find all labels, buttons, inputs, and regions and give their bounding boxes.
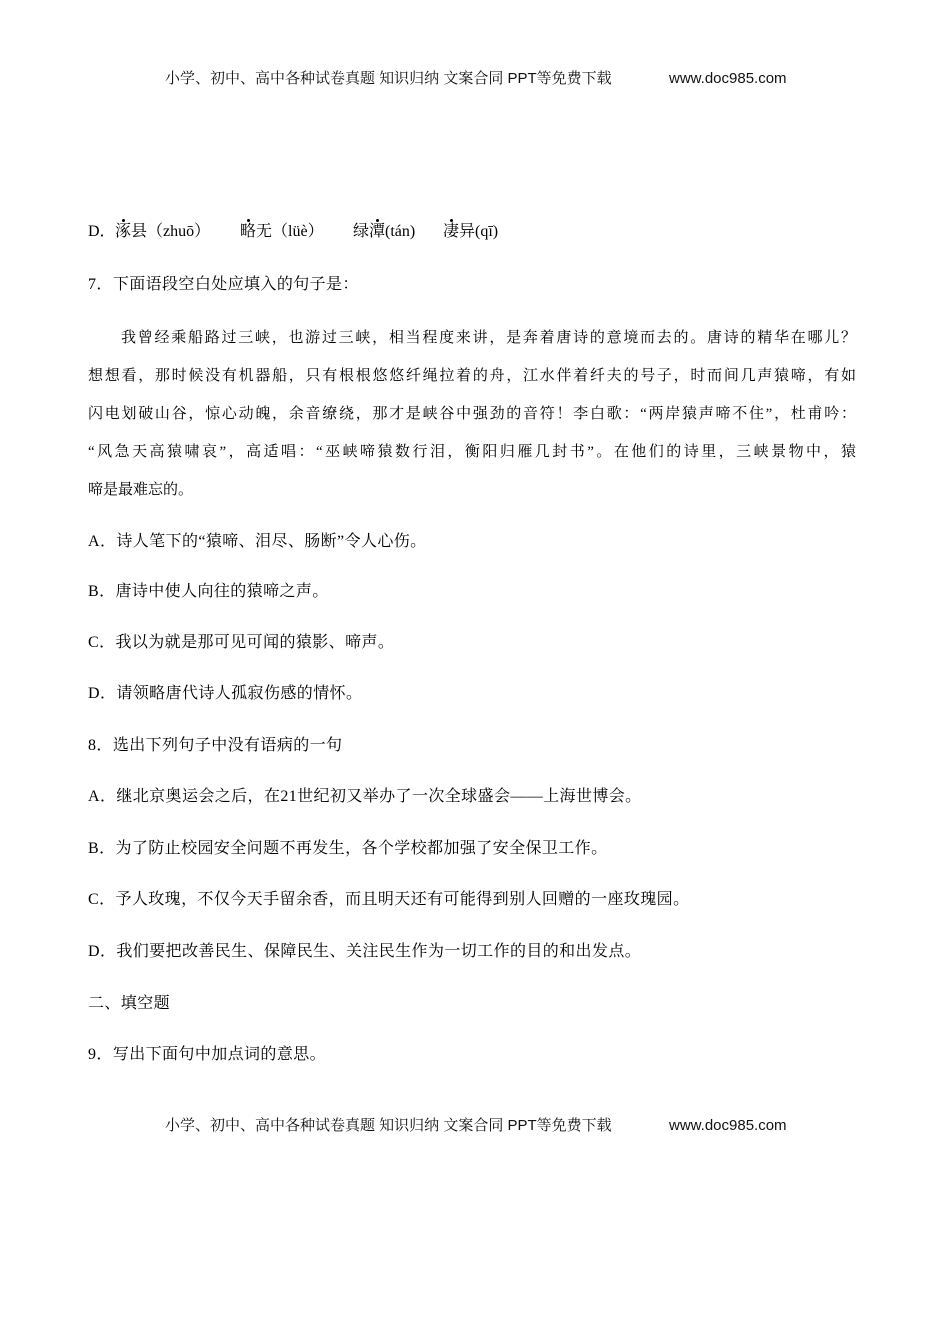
question-7	[88, 274, 359, 296]
q8-option-a	[88, 786, 642, 808]
footer-text: 小学、初中、高中各种试卷真题 知识归纳 文案合同 PPT等免费下载	[165, 1117, 612, 1134]
option-label: D．	[88, 685, 117, 702]
question-prompt: 下面语段空白处应填入的句子是：	[112, 276, 359, 293]
q8-option-d	[88, 941, 641, 963]
option-label: C．	[88, 634, 116, 651]
question-number: 9．	[88, 1046, 113, 1063]
option-label: B．	[88, 583, 116, 600]
question-number: 8．	[88, 737, 113, 754]
option-text: 诗人笔下的“猿啼、泪尽、肠断”令人心伤。	[116, 533, 427, 550]
q6-option-d	[0, 221, 600, 243]
q8-option-b	[88, 838, 608, 860]
char-after: 县	[131, 223, 148, 240]
passage-line-1: 我曾经乘船路过三峡，也游过三峡，相当程度来讲，是奔着唐诗的意境而去的。唐诗的精华在哪儿？	[121, 330, 856, 346]
pinyin: （lüè）	[272, 223, 324, 240]
emphasis-dot-char: 潭	[369, 223, 386, 240]
option-text: 我以为就是那可见可闻的猿影、啼声。	[115, 634, 395, 651]
option-label: C．	[88, 891, 116, 908]
question-prompt: 写出下面句中加点词的意思。	[112, 1046, 327, 1063]
q7-option-b	[88, 581, 329, 603]
option-text: 请领略唐代诗人孤寂伤感的情怀。	[116, 685, 363, 702]
q7-option-a	[88, 531, 427, 553]
option-label: D．	[88, 223, 116, 240]
question-8	[88, 735, 342, 757]
option-label: B．	[88, 840, 116, 857]
char-before: 绿	[353, 223, 370, 240]
option-text: 唐诗中使人向往的猿啼之声。	[115, 583, 329, 600]
emphasis-dot-char: 略	[240, 223, 257, 240]
pinyin: (tán)	[385, 223, 416, 240]
pinyin-item-1	[115, 221, 210, 243]
passage-line-4: “风急天高猿啸哀”，高适唱：“巫峡啼猿数行泪，衡阳归雁几封书”。在他们的诗里，三峡景物中，猿	[88, 444, 856, 460]
option-label: A．	[88, 533, 117, 550]
passage-line-3: 闪电划破山谷，惊心动魄，余音缭绕，那才是峡谷中强劲的音符！李白歌：“两岸猿声啼不住”，杜甫吟：	[88, 406, 856, 422]
option-text: 为了防止校园安全问题不再发生，各个学校都加强了安全保卫工作。	[115, 840, 608, 857]
char-after: 无	[256, 223, 273, 240]
option-text: 我们要把改善民生、保障民生、关注民生作为一切工作的目的和出发点。	[116, 943, 642, 960]
footer-url: www.doc985.com	[669, 1117, 787, 1134]
emphasis-dot-char: 凄	[443, 223, 460, 240]
passage-line-2: 想想看，那时候没有机器船，只有根根悠悠纤绳拉着的舟，江水伴着纤夫的号子，时而间几声猿啼，有如	[88, 368, 856, 384]
char-after: 异	[459, 223, 476, 240]
header-url: www.doc985.com	[669, 70, 787, 87]
emphasis-dot-char: 涿	[115, 223, 132, 240]
q7-option-d	[88, 683, 362, 705]
question-prompt: 选出下列句子中没有语病的一句	[112, 737, 343, 754]
pinyin-item-4	[443, 221, 498, 243]
header-text: 小学、初中、高中各种试卷真题 知识归纳 文案合同 PPT等免费下载	[165, 70, 612, 87]
section-title: 二、填空题	[88, 995, 171, 1012]
pinyin-item-3	[353, 221, 415, 243]
question-9	[88, 1044, 326, 1066]
pinyin-item-2	[240, 221, 324, 243]
option-label: A．	[88, 788, 117, 805]
pinyin: (qī)	[475, 223, 499, 240]
option-text: 予人玫瑰，不仅今天手留余香，而且明天还有可能得到别人回赠的一座玫瑰园。	[115, 891, 690, 908]
option-text: 继北京奥运会之后，在21世纪初又举办了一次全球盛会——上海世博会。	[116, 788, 642, 805]
q7-option-c	[88, 632, 394, 654]
q8-option-c	[88, 889, 690, 911]
passage-line-5: 啼是最难忘的。	[88, 482, 194, 498]
option-label: D．	[88, 943, 117, 960]
pinyin: （zhuō）	[147, 223, 211, 240]
question-number: 7．	[88, 276, 113, 293]
